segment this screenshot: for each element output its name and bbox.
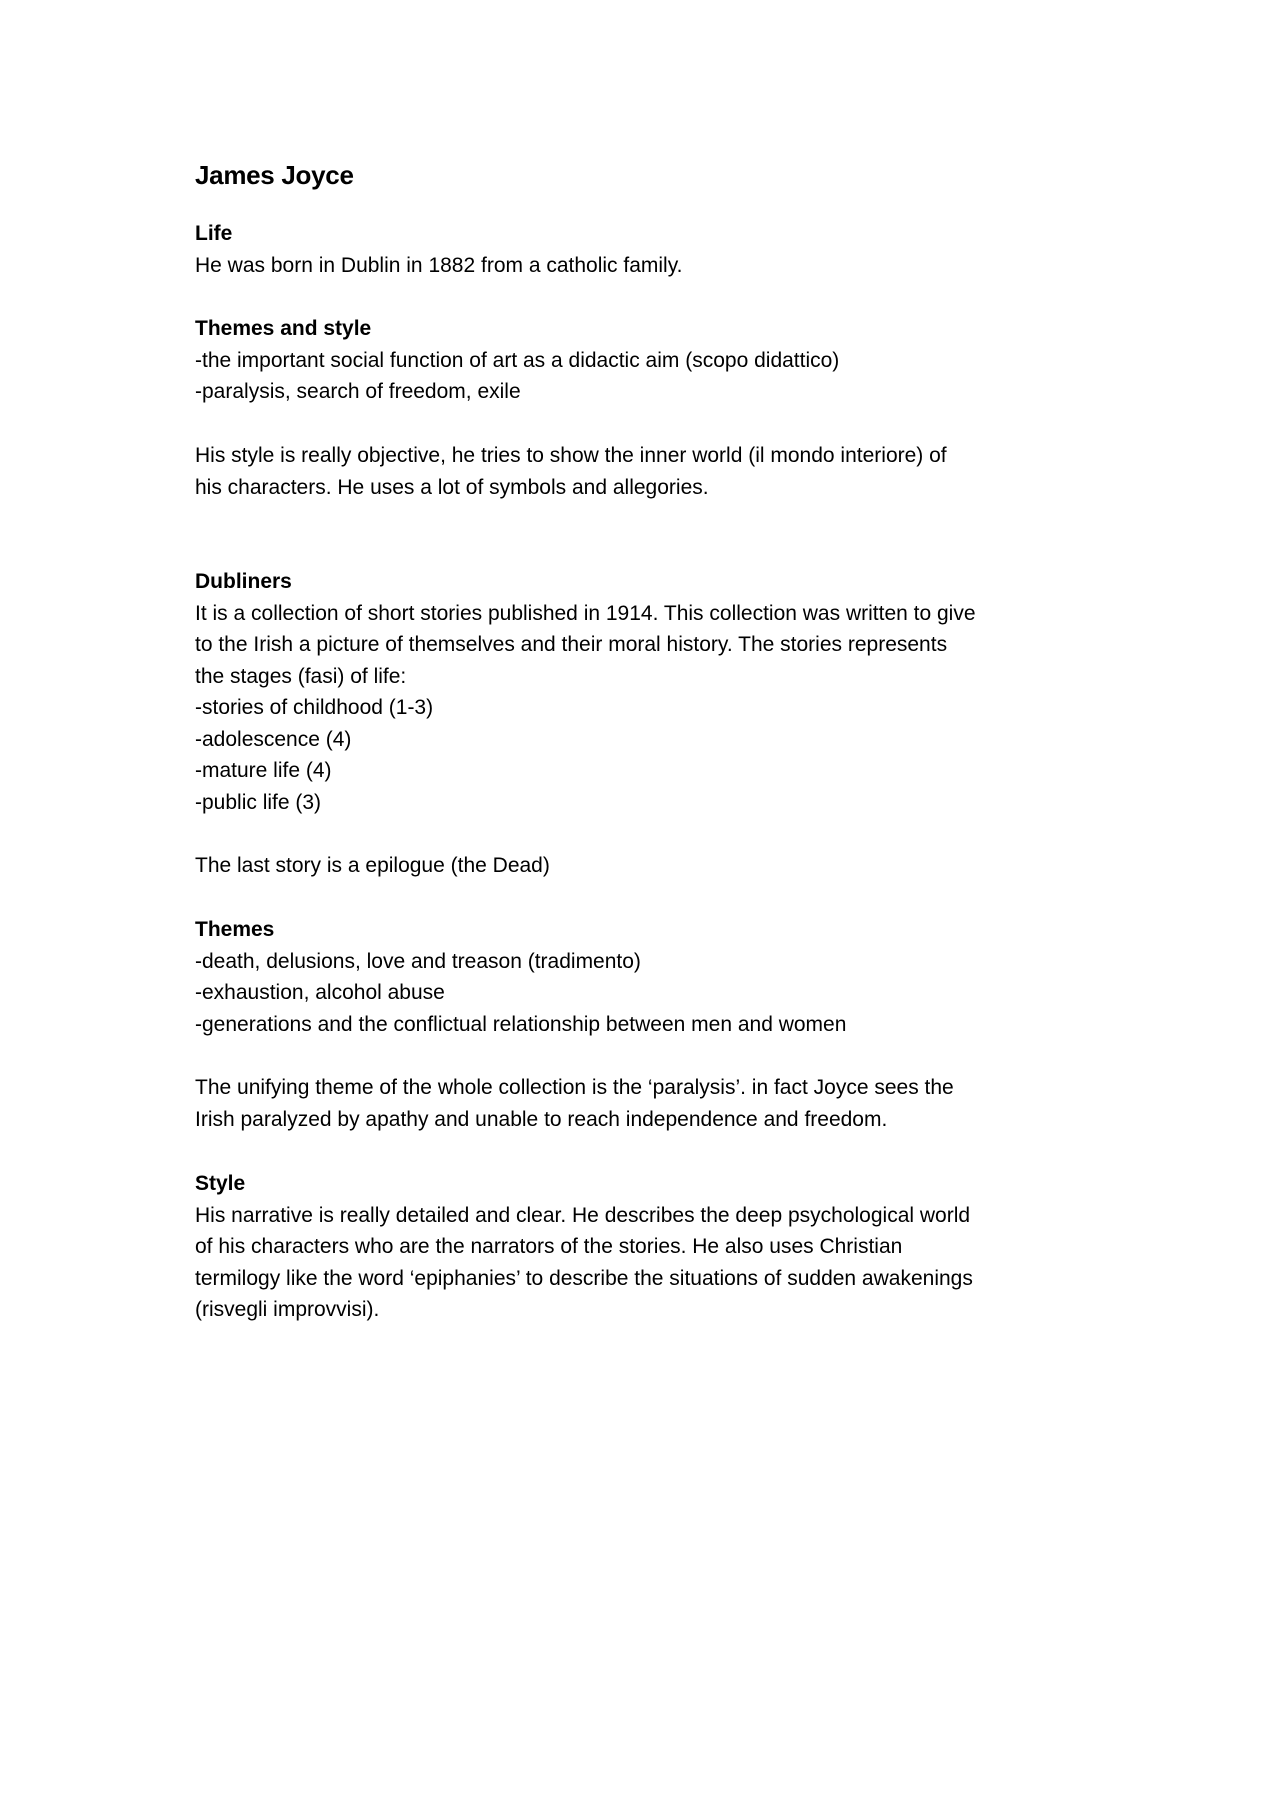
life-text: He was born in Dublin in 1882 from a catholic family. [195, 253, 683, 277]
epilogue-text: The last story is a epilogue (the Dead) [195, 854, 550, 877]
paragraph-line: his characters. He uses a lot of symbols and allegories. [195, 475, 709, 499]
themes-heading: Themes [195, 918, 275, 941]
themes-section [195, 914, 1095, 1040]
style-heading: Style [195, 1172, 246, 1195]
dubliners-heading: Dubliners [195, 570, 292, 593]
paragraph-line: The unifying theme of the whole collection is the ‘paralysis’. in fact Joyce sees the [195, 1076, 954, 1099]
list-item: -death, delusions, love and treason (tradimento) [195, 949, 641, 973]
dubliners-section [195, 566, 1095, 818]
themes-style-section [195, 313, 1095, 408]
paragraph-line: His style is really objective, he tries to show the inner world (il mondo interiore) of [195, 444, 947, 467]
style-section [195, 1168, 1095, 1326]
themes-paragraph [195, 1072, 1095, 1135]
list-item: -adolescence (4) [195, 727, 352, 751]
life-heading: Life [195, 222, 233, 245]
list-item: -stories of childhood (1-3) [195, 696, 434, 719]
list-item: -paralysis, search of freedom, exile [195, 380, 521, 403]
paragraph-line: It is a collection of short stories published in 1914. This collection was written to give [195, 601, 976, 625]
paragraph-line: to the Irish a picture of themselves and their moral history. The stories represents [195, 633, 948, 656]
list-item: -public life (3) [195, 790, 322, 814]
life-section [195, 218, 1095, 281]
list-item: -generations and the conflictual relationship between men and women [195, 1012, 847, 1036]
list-item: -the important social function of art as a didactic aim (scopo didattico) [195, 348, 840, 372]
paragraph-line: the stages (fasi) of life: [195, 664, 407, 688]
style-paragraph [195, 440, 1095, 503]
paragraph-line: (risvegli improvvisi). [195, 1298, 380, 1321]
themes-style-heading: Themes and style [195, 317, 372, 340]
paragraph-line: Irish paralyzed by apathy and unable to reach independence and freedom. [195, 1107, 888, 1131]
paragraph-line: termilogy like the word ‘epiphanies’ to describe the situations of sudden awakenings [195, 1266, 973, 1290]
list-item: -exhaustion, alcohol abuse [195, 981, 445, 1004]
paragraph-line: of his characters who are the narrators of the stories. He also uses Christian [195, 1235, 903, 1258]
list-item: -mature life (4) [195, 759, 332, 782]
epilogue-paragraph [195, 850, 1095, 882]
paragraph-line: His narrative is really detailed and clear. He describes the deep psychological world [195, 1203, 971, 1227]
page-title: James Joyce [195, 160, 354, 190]
